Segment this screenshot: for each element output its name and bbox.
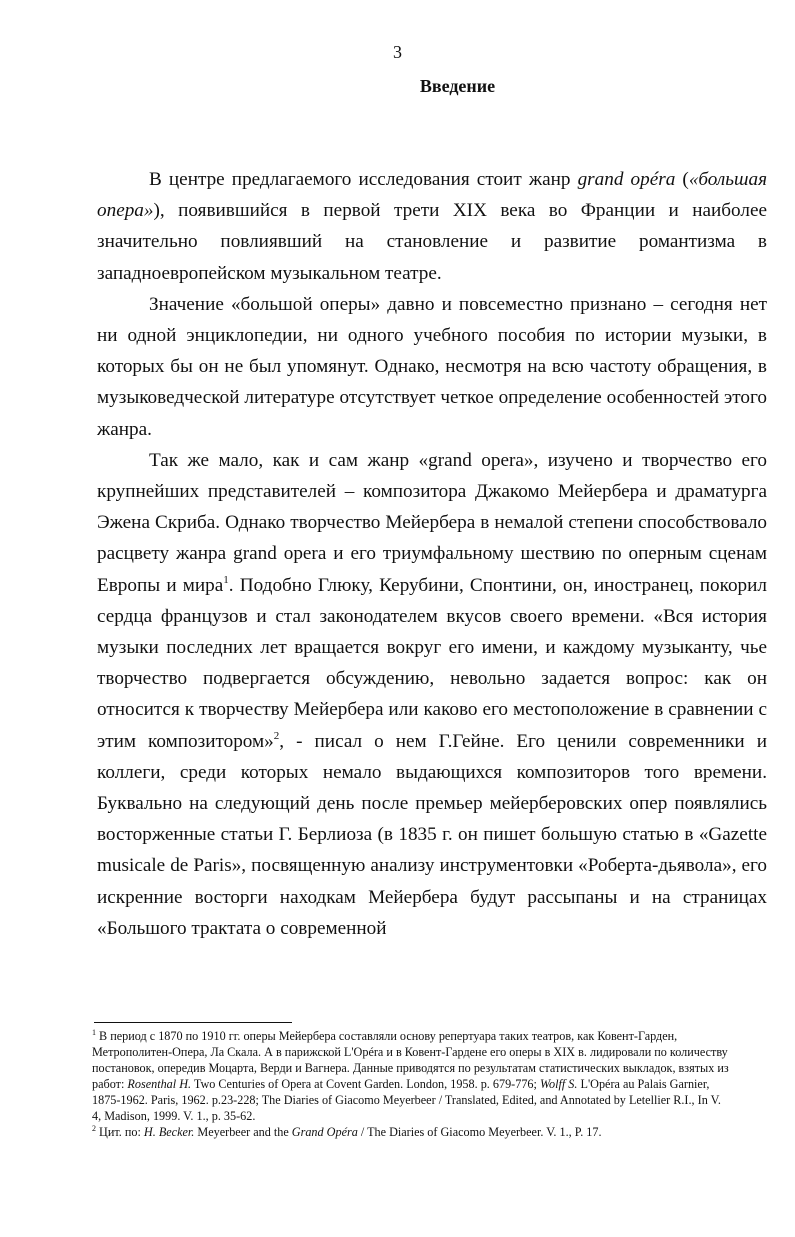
footnote-ref-1[interactable]: 1	[223, 573, 229, 586]
p1-text-c: (	[675, 169, 689, 190]
footnote-ref-2[interactable]: 2	[273, 729, 280, 742]
footnote-2	[92, 1124, 732, 1140]
body-text	[97, 164, 767, 944]
footnote-1-text-b: Two Centuries of Opera at Covent Garden. London, 1958. p. 679-776;	[191, 1077, 540, 1091]
footnote-2-work: Grand Opéra	[291, 1125, 358, 1139]
footnote-2-text-b: Meyerbeer and the	[194, 1125, 292, 1139]
p3-text-c: , - писал о нем Г.Гейне. Его ценили современники и коллеги, среди которых немало выдающихся композиторов того времени. Буквально на следующий день после премьер мейерберовских опер появлялись восторженные статьи Г. Берлиоза (в 1835 г. он пишет большую статью в «Gazette musicale de Paris», посвященную анализу инструментовки «Роберта-дьявола», его искренние восторги находкам Мейербера будут рассыпаны и на страницах «Большого трактата о современной	[97, 730, 767, 939]
paragraph-1	[97, 164, 767, 289]
p3-text-b: . Подобно Глюку, Керубини, Спонтини, он, иностранец, покорил сердца французов и стал законодателем вкусов своего времени. «Вся история музыки последних лет вращается вокруг его имени, и каждому музыканту, чье творчество подвергается обсуждению, невольно задается вопрос: как он относится к творчеству Мейербера или каково его местоположение в сравнении с этим композитором»	[97, 574, 767, 752]
paragraph-3	[97, 445, 767, 944]
page-title: Введение	[419, 76, 496, 96]
footnote-divider	[94, 1022, 292, 1023]
footnote-2-text-a: Цит. по:	[96, 1125, 144, 1139]
footnote-2-number: 2	[92, 1124, 96, 1133]
footnotes	[92, 1028, 732, 1140]
footnote-1	[92, 1028, 732, 1124]
footnote-2-text-c: / The Diaries of Giacomo Meyerbeer. V. 1., P. 17.	[357, 1125, 602, 1139]
footnote-1-author-1: Rosenthal H.	[127, 1077, 192, 1091]
footnote-1-author-2: Wolff S.	[539, 1077, 578, 1091]
p1-term-grand-opera: grand opéra	[577, 169, 676, 190]
p3-text-a: Так же мало, как и сам жанр «grand opera», изучено и творчество его крупнейших представителей – композитора Джакомо Мейербера и драматурга Эжена Скриба. Однако творчество Мейербера в немалой степени способствовало расцвету жанра grand opera и его триумфальному шествию по оперным сценам Европы и мира	[97, 449, 767, 596]
page-number: 3	[393, 42, 402, 62]
footnote-2-author: H. Becker.	[143, 1125, 195, 1139]
p1-term-bolshaya-opera: «большая опера»	[97, 169, 768, 222]
paragraph-2: Значение «большой оперы» давно и повсеместно признано – сегодня нет ни одной энциклопедии, ни одного учебного пособия по истории музыки, в которых бы он не был упомянут. Однако, несмотря на всю частоту обращения, в музыковедческой литературе отсутствует четкое определение особенностей этого жанра.	[97, 293, 767, 440]
p1-text-a: В центре предлагаемого исследования стоит жанр	[149, 169, 578, 190]
p1-text-e: ), появившийся в первой трети XIX века во Франции и наиболее значительно повлиявший на становление и развитие романтизма в западноевропейском музыкальном театре.	[97, 200, 767, 284]
footnote-1-text-a: В период с 1870 по 1910 гг. оперы Мейербера составляли основу репертуара таких театров, как Ковент-Гарден, Метрополитен-Опера, Ла Скала. А в парижской L'Opéra и в Ковент-Гардене его оперы в XIX в. лидировали по количеству постановок, опередив Моцарта, Верди и Вагнера. Данные приводятся по результатам статистических выкладок, взятых из работ:	[92, 1029, 729, 1091]
footnote-1-text-c: L'Opéra au Palais Garnier, 1875-1962. Paris, 1962. p.23-228; The Diaries of Giacomo Meyerbeer / Translated, Edited, and Annotated by Letellier R.I., In V. 4, Madison, 1999. V. 1., p. 35-62.	[92, 1077, 721, 1123]
footnote-1-number: 1	[92, 1028, 96, 1037]
